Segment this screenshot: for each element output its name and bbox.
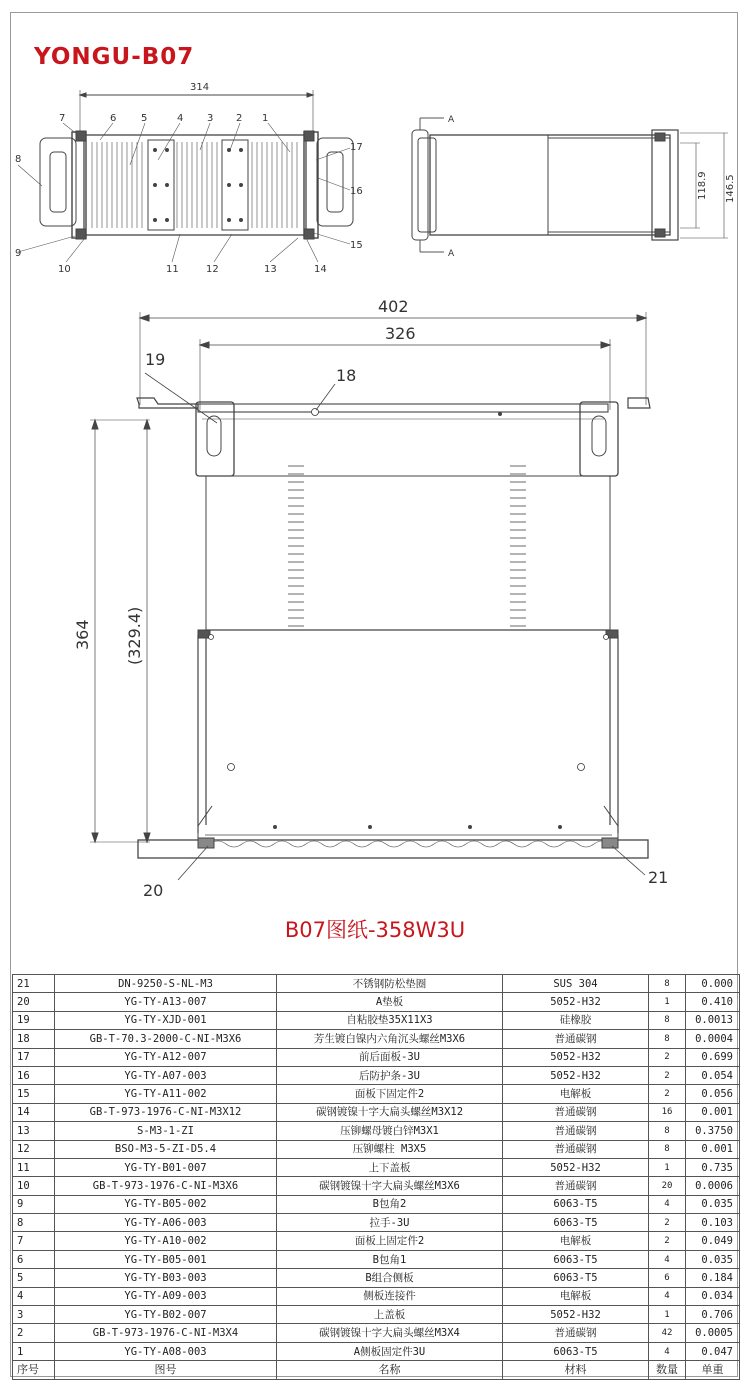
callout-20: 20	[143, 881, 164, 900]
bom-drawing-no: YG-TY-A07-003	[55, 1066, 277, 1084]
bom-no: 5	[13, 1269, 55, 1287]
bom-material: 普通碳钢	[503, 1140, 649, 1158]
bom-drawing-no: YG-TY-B05-001	[55, 1250, 277, 1268]
callout-13: 13	[264, 264, 277, 275]
bom-qty: 16	[649, 1103, 686, 1121]
bom-material: 普通碳钢	[503, 1030, 649, 1048]
bom-no: 10	[13, 1177, 55, 1195]
bom-no: 19	[13, 1011, 55, 1029]
bom-row	[13, 993, 740, 1011]
bom-no: 6	[13, 1250, 55, 1268]
bom-qty: 2	[649, 1232, 686, 1250]
bom-row	[13, 1250, 740, 1268]
bom-no: 15	[13, 1085, 55, 1103]
bom-part-name: 上下盖板	[277, 1158, 503, 1176]
bom-no: 7	[13, 1232, 55, 1250]
bom-unit-weight: 0.184	[686, 1269, 740, 1287]
bom-drawing-no: YG-TY-B02-007	[55, 1306, 277, 1324]
callout-19: 19	[145, 350, 166, 369]
bom-row	[13, 1287, 740, 1305]
bom-row	[13, 1085, 740, 1103]
bom-no: 13	[13, 1122, 55, 1140]
bom-unit-weight: 0.0005	[686, 1324, 740, 1342]
dim-146-5: 146.5	[725, 174, 736, 203]
bom-row	[13, 1195, 740, 1213]
bom-unit-weight: 0.047	[686, 1342, 740, 1360]
bom-material: 5052-H32	[503, 1048, 649, 1066]
bom-row	[13, 1011, 740, 1029]
bom-unit-weight: 0.0004	[686, 1030, 740, 1048]
bom-row	[13, 1158, 740, 1176]
bom-drawing-no: YG-TY-A12-007	[55, 1048, 277, 1066]
bom-unit-weight: 0.3750	[686, 1122, 740, 1140]
bom-row	[13, 1269, 740, 1287]
bom-part-name: 压铆螺母镀白锌M3X1	[277, 1122, 503, 1140]
bom-unit-weight: 0.699	[686, 1048, 740, 1066]
dim-402: 402	[378, 297, 409, 316]
side-view	[412, 115, 736, 259]
bom-material: 6063-T5	[503, 1342, 649, 1360]
bom-row	[13, 975, 740, 993]
bom-row	[13, 1048, 740, 1066]
bom-no: 8	[13, 1214, 55, 1232]
callout-12: 12	[206, 264, 219, 275]
bom-drawing-no: GB-T-973-1976-C-NI-M3X12	[55, 1103, 277, 1121]
bom-material: 6063-T5	[503, 1214, 649, 1232]
bom-header-cell: 名称	[277, 1361, 503, 1379]
bom-row	[13, 1232, 740, 1250]
bom-row	[13, 1214, 740, 1232]
bill-of-materials	[12, 974, 740, 1380]
right-handle	[317, 138, 353, 226]
bom-part-name: 上盖板	[277, 1306, 503, 1324]
bom-row	[13, 1177, 740, 1195]
callout-21: 21	[648, 868, 669, 887]
callout-6: 6	[110, 113, 117, 124]
model-title: YONGU-B07	[34, 44, 195, 70]
bom-unit-weight: 0.735	[686, 1158, 740, 1176]
bom-drawing-no: YG-TY-B03-003	[55, 1269, 277, 1287]
bom-material: 5052-H32	[503, 1158, 649, 1176]
bom-unit-weight: 0.000	[686, 975, 740, 993]
bom-part-name: 压铆螺柱 M3X5	[277, 1140, 503, 1158]
bom-no: 20	[13, 993, 55, 1011]
bom-qty: 2	[649, 1214, 686, 1232]
bom-qty: 42	[649, 1324, 686, 1342]
bom-qty: 4	[649, 1195, 686, 1213]
drawing-caption: B07图纸-358W3U	[284, 918, 466, 942]
bom-drawing-no: YG-TY-B01-007	[55, 1158, 277, 1176]
bom-header-cell: 材料	[503, 1361, 649, 1379]
left-handle	[40, 138, 76, 226]
bom-qty: 2	[649, 1066, 686, 1084]
bom-row	[13, 1140, 740, 1158]
bom-drawing-no: YG-TY-A08-003	[55, 1342, 277, 1360]
bom-row	[13, 1306, 740, 1324]
bom-material: 5052-H32	[503, 993, 649, 1011]
bom-row	[13, 1342, 740, 1360]
bom-header-cell: 单重	[686, 1361, 740, 1379]
bom-no: 17	[13, 1048, 55, 1066]
bom-part-name: B包角2	[277, 1195, 503, 1213]
bom-no: 16	[13, 1066, 55, 1084]
bom-unit-weight: 0.049	[686, 1232, 740, 1250]
bom-qty: 8	[649, 1030, 686, 1048]
bom-no: 21	[13, 975, 55, 993]
bom-drawing-no: YG-TY-A09-003	[55, 1287, 277, 1305]
bom-unit-weight: 0.056	[686, 1085, 740, 1103]
bom-material: 电解板	[503, 1232, 649, 1250]
callout-15: 15	[350, 240, 363, 251]
bom-part-name: 不锈钢防松垫圈	[277, 975, 503, 993]
bom-qty: 1	[649, 1306, 686, 1324]
bom-part-name: 面板下固定件2	[277, 1085, 503, 1103]
bom-unit-weight: 0.034	[686, 1287, 740, 1305]
bom-drawing-no: YG-TY-B05-002	[55, 1195, 277, 1213]
bom-drawing-no: YG-TY-XJD-001	[55, 1011, 277, 1029]
bom-drawing-no: BSO-M3-5-ZI-D5.4	[55, 1140, 277, 1158]
bom-part-name: A垫板	[277, 993, 503, 1011]
bom-qty: 8	[649, 975, 686, 993]
bom-drawing-no: GB-T-973-1976-C-NI-M3X6	[55, 1177, 277, 1195]
bom-part-name: 碳钢镀镍十字大扁头螺丝M3X6	[277, 1177, 503, 1195]
bom-material: 6063-T5	[503, 1195, 649, 1213]
bom-qty: 4	[649, 1342, 686, 1360]
bom-unit-weight: 0.001	[686, 1103, 740, 1121]
bom-material: 5052-H32	[503, 1306, 649, 1324]
bom-material: 6063-T5	[503, 1269, 649, 1287]
callout-16: 16	[350, 186, 363, 197]
bom-part-name: 前后面板-3U	[277, 1048, 503, 1066]
bom-drawing-no: GB-T-973-1976-C-NI-M3X4	[55, 1324, 277, 1342]
bom-qty: 4	[649, 1287, 686, 1305]
bom-part-name: 碳钢镀镍十字大扁头螺丝M3X4	[277, 1324, 503, 1342]
callout-14: 14	[314, 264, 327, 275]
bom-no: 14	[13, 1103, 55, 1121]
bom-drawing-no: GB-T-70.3-2000-C-NI-M3X6	[55, 1030, 277, 1048]
bom-unit-weight: 0.035	[686, 1250, 740, 1268]
bom-no: 4	[13, 1287, 55, 1305]
bom-no: 18	[13, 1030, 55, 1048]
bom-unit-weight: 0.706	[686, 1306, 740, 1324]
bom-material: 5052-H32	[503, 1066, 649, 1084]
callout-2: 2	[236, 113, 243, 124]
main-view	[73, 297, 668, 900]
bom-part-name: 自粘胶垫35X11X3	[277, 1011, 503, 1029]
bom-unit-weight: 0.0013	[686, 1011, 740, 1029]
bom-header-row	[13, 1361, 740, 1379]
callout-11: 11	[166, 264, 179, 275]
bom-material: 普通碳钢	[503, 1122, 649, 1140]
callout-8: 8	[15, 154, 22, 165]
bom-qty: 8	[649, 1140, 686, 1158]
callout-4: 4	[177, 113, 184, 124]
bom-part-name: 侧板连接件	[277, 1287, 503, 1305]
bom-drawing-no: YG-TY-A11-002	[55, 1085, 277, 1103]
dim-118-9: 118.9	[697, 171, 708, 200]
bom-no: 3	[13, 1306, 55, 1324]
bom-drawing-no: DN-9250-S-NL-M3	[55, 975, 277, 993]
bom-qty: 6	[649, 1269, 686, 1287]
bom-material: 6063-T5	[503, 1250, 649, 1268]
bom-row	[13, 1066, 740, 1084]
callout-10: 10	[58, 264, 71, 275]
callout-3: 3	[207, 113, 214, 124]
bom-part-name: 芳生镀白镍内六角沉头螺丝M3X6	[277, 1030, 503, 1048]
bom-material: 普通碳钢	[503, 1177, 649, 1195]
bom-unit-weight: 0.103	[686, 1214, 740, 1232]
section-mark-bottom: A	[448, 249, 455, 259]
bom-drawing-no: YG-TY-A06-003	[55, 1214, 277, 1232]
bom-material: 电解板	[503, 1085, 649, 1103]
bom-drawing-no: YG-TY-A10-002	[55, 1232, 277, 1250]
bom-unit-weight: 0.054	[686, 1066, 740, 1084]
bom-material: 电解板	[503, 1287, 649, 1305]
bom-part-name: 后防护条-3U	[277, 1066, 503, 1084]
callout-18: 18	[336, 366, 357, 385]
callout-1: 1	[262, 113, 269, 124]
bom-material: 普通碳钢	[503, 1324, 649, 1342]
bom-no: 2	[13, 1324, 55, 1342]
callout-9: 9	[15, 248, 22, 259]
bom-part-name: A侧板固定件3U	[277, 1342, 503, 1360]
bom-header-cell: 图号	[55, 1361, 277, 1379]
callout-7: 7	[59, 113, 66, 124]
bom-unit-weight: 0.0006	[686, 1177, 740, 1195]
bom-qty: 20	[649, 1177, 686, 1195]
bom-row	[13, 1103, 740, 1121]
bom-row	[13, 1122, 740, 1140]
bom-row	[13, 1324, 740, 1342]
front-view	[15, 82, 363, 275]
bom-drawing-no: S-M3-1-ZI	[55, 1122, 277, 1140]
bom-material: 普通碳钢	[503, 1103, 649, 1121]
dim-364: 364	[73, 619, 92, 650]
bom-header-cell: 数量	[649, 1361, 686, 1379]
bom-material: 硅橡胶	[503, 1011, 649, 1029]
bom-qty: 1	[649, 1158, 686, 1176]
bom-part-name: 碳钢镀镍十字大扁头螺丝M3X12	[277, 1103, 503, 1121]
bom-part-name: B包角1	[277, 1250, 503, 1268]
bom-no: 1	[13, 1342, 55, 1360]
bom-qty: 2	[649, 1048, 686, 1066]
bom-qty: 8	[649, 1011, 686, 1029]
bom-qty: 2	[649, 1085, 686, 1103]
bom-material: SUS 304	[503, 975, 649, 993]
dim-326: 326	[385, 324, 416, 343]
bom-unit-weight: 0.035	[686, 1195, 740, 1213]
bom-drawing-no: YG-TY-A13-007	[55, 993, 277, 1011]
bom-part-name: 面板上固定件2	[277, 1232, 503, 1250]
bom-no: 12	[13, 1140, 55, 1158]
bom-unit-weight: 0.410	[686, 993, 740, 1011]
dim-314: 314	[190, 82, 210, 93]
bom-header-cell: 序号	[13, 1361, 55, 1379]
callout-5: 5	[141, 113, 148, 124]
bom-row	[13, 1030, 740, 1048]
bom-unit-weight: 0.001	[686, 1140, 740, 1158]
section-mark-top: A	[448, 115, 455, 125]
bom-no: 9	[13, 1195, 55, 1213]
bom-qty: 1	[649, 993, 686, 1011]
bom-part-name: B组合侧板	[277, 1269, 503, 1287]
bom-no: 11	[13, 1158, 55, 1176]
bom-qty: 8	[649, 1122, 686, 1140]
bom-part-name: 拉手-3U	[277, 1214, 503, 1232]
bom-qty: 4	[649, 1250, 686, 1268]
callout-17: 17	[350, 142, 363, 153]
dim-329-4: (329.4)	[125, 606, 144, 665]
